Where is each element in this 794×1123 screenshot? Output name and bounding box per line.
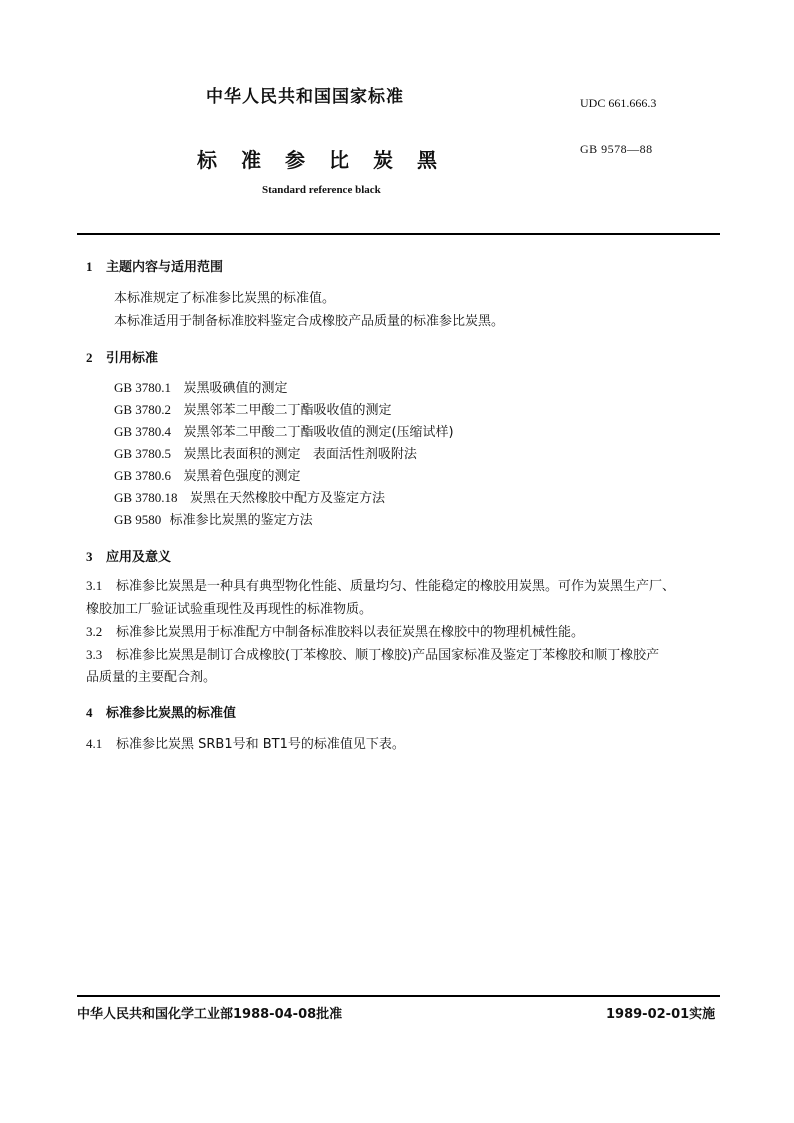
- effective-date: 1989-02-01实施: [606, 1007, 716, 1022]
- reference-text: 炭黑比表面积的测定 表面活性剂吸附法: [183, 447, 417, 462]
- reference-text: 炭黑着色强度的测定: [183, 469, 301, 484]
- clause-text: 标准参比炭黑是一种具有典型物化性能、质量均匀、性能稳定的橡胶用炭黑。可作为炭黑生产厂、: [116, 579, 676, 594]
- clause-text: 标准参比炭黑是制订合成橡胶(丁苯橡胶、顺丁橡胶)产品国家标准及鉴定丁苯橡胶和顺丁橡胶产: [116, 648, 660, 663]
- section-3-number: 3: [86, 549, 93, 564]
- section-1-paragraph-2: 本标准适用于制备标准胶料鉴定合成橡胶产品质量的标准参比炭黑。: [114, 314, 505, 329]
- reference-text: 炭黑邻苯二甲酸二丁酯吸收值的测定(压缩试样): [183, 425, 454, 440]
- reference-code: GB 3780.2: [114, 402, 172, 417]
- clause-number: 4.1: [86, 736, 103, 751]
- header-divider: [77, 233, 720, 235]
- reference-code: GB 3780.18: [114, 490, 178, 505]
- section-1-heading: [86, 256, 223, 275]
- clause-3-1-continued: 橡胶加工厂验证试验重现性及再现性的标准物质。: [86, 602, 373, 617]
- reference-code: GB 3780.4: [114, 424, 172, 439]
- reference-item: [114, 377, 287, 396]
- reference-item: [114, 443, 417, 462]
- reference-text: 炭黑邻苯二甲酸二丁酯吸收值的测定: [183, 403, 392, 418]
- clause-number: 3.2: [86, 624, 103, 639]
- reference-code: GB 3780.1: [114, 380, 172, 395]
- document-title-english: Standard reference black: [262, 184, 381, 196]
- section-4-number: 4: [86, 705, 93, 720]
- section-3-title: 应用及意义: [106, 550, 172, 565]
- reference-item: [114, 509, 313, 528]
- section-3-heading: [86, 546, 171, 565]
- clause-4-1: [86, 733, 405, 752]
- section-4-title: 标准参比炭黑的标准值: [106, 706, 237, 721]
- reference-code: GB 9580: [114, 512, 162, 527]
- clause-text: 标准参比炭黑用于标准配方中制备标准胶料以表征炭黑在橡胶中的物理机械性能。: [116, 625, 585, 640]
- clause-3-3-continued: 品质量的主要配合剂。: [86, 670, 217, 685]
- reference-item: [114, 421, 454, 440]
- footer-divider: [77, 995, 720, 997]
- reference-text: 标准参比炭黑的鉴定方法: [169, 513, 313, 528]
- section-2-title: 引用标准: [106, 351, 159, 366]
- clause-text: 标准参比炭黑 SRB1号和 BT1号的标准值见下表。: [116, 737, 405, 752]
- section-2-number: 2: [86, 350, 93, 365]
- reference-item: [114, 487, 385, 506]
- clause-3-3: [86, 644, 659, 663]
- reference-code: GB 3780.5: [114, 446, 172, 461]
- reference-text: 炭黑在天然橡胶中配方及鉴定方法: [189, 491, 385, 506]
- clause-3-1: [86, 575, 675, 594]
- section-1-number: 1: [86, 259, 93, 274]
- clause-3-2: [86, 621, 584, 640]
- reference-text: 炭黑吸碘值的测定: [183, 381, 288, 396]
- approval-date: 中华人民共和国化学工业部1988-04-08批准: [77, 1007, 343, 1022]
- clause-number: 3.3: [86, 647, 103, 662]
- section-1-title: 主题内容与适用范围: [106, 260, 224, 275]
- clause-number: 3.1: [86, 578, 103, 593]
- section-4-heading: [86, 702, 236, 721]
- reference-code: GB 3780.6: [114, 468, 172, 483]
- udc-number: UDC 661.666.3: [580, 96, 657, 110]
- document-title: 标准参比炭黑: [197, 148, 461, 172]
- section-2-heading: [86, 347, 158, 366]
- reference-item: [114, 399, 391, 418]
- section-1-paragraph-1: 本标准规定了标准参比炭黑的标准值。: [114, 291, 336, 306]
- gb-number: GB 9578—88: [580, 142, 653, 156]
- national-standard-label: 中华人民共和国国家标准: [206, 87, 404, 107]
- reference-item: [114, 465, 300, 484]
